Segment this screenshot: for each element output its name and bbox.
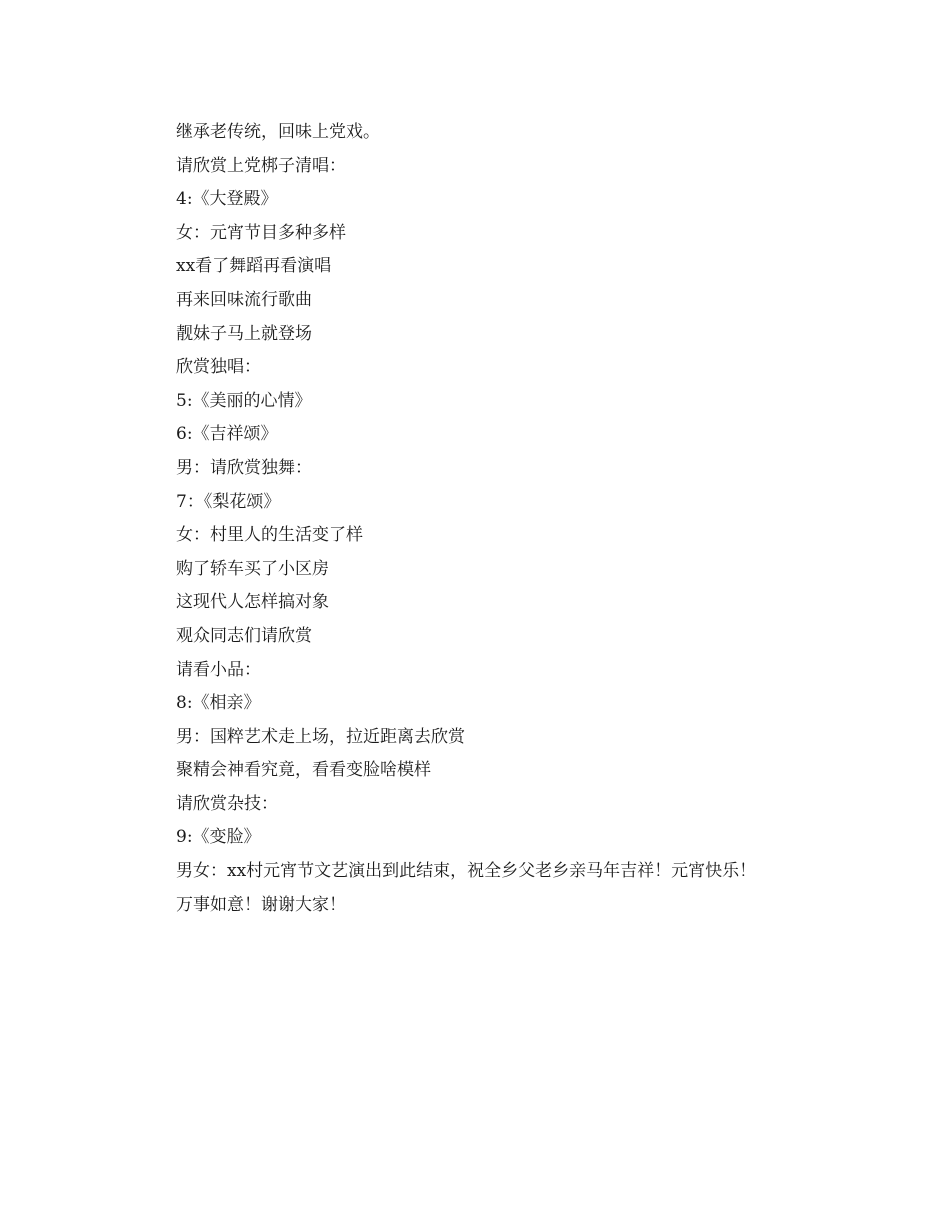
program-item: 8:《相亲》 [176,693,261,714]
text-line: 男：国粹艺术走上场，拉近距离去欣赏 [176,726,465,747]
text-line: 女：元宵节目多种多样 [176,222,346,243]
text-line: 请看小品： [176,659,261,680]
program-item: 6:《吉祥颂》 [176,424,278,445]
program-item: 7：《梨花颂》 [176,491,281,512]
text-line: 再来回味流行歌曲 [176,289,312,310]
text-line: 男女：xx村元宵节文艺演出到此结束，祝全乡父老乡亲马年吉祥！元宵快乐！ [176,861,757,882]
text-line: 靓妹子马上就登场 [176,323,312,344]
text-line: 请欣赏杂技： [176,793,278,814]
text-line: 这现代人怎样搞对象 [176,592,329,613]
program-item: 9:《变脸》 [176,827,261,848]
text-line: 女：村里人的生活变了样 [176,525,363,546]
text-line: 观众同志们请欣赏 [176,625,312,646]
text-line: xx看了舞蹈再看演唱 [176,256,332,277]
text-line: 继承老传统，回味上党戏。 [176,122,380,142]
text-line: 欣赏独唱： [176,357,261,378]
text-line: 购了轿车买了小区房 [176,558,329,579]
text-line: 男：请欣赏独舞： [176,457,312,478]
text-line: 请欣赏上党梆子清唱： [176,155,346,176]
document-body [176,116,876,922]
program-item: 4:《大登殿》 [176,189,278,210]
text-line: 万事如意！谢谢大家！ [176,894,346,915]
text-line: 聚精会神看究竟，看看变脸啥模样 [176,760,431,781]
program-item: 5:《美丽的心情》 [176,390,312,411]
